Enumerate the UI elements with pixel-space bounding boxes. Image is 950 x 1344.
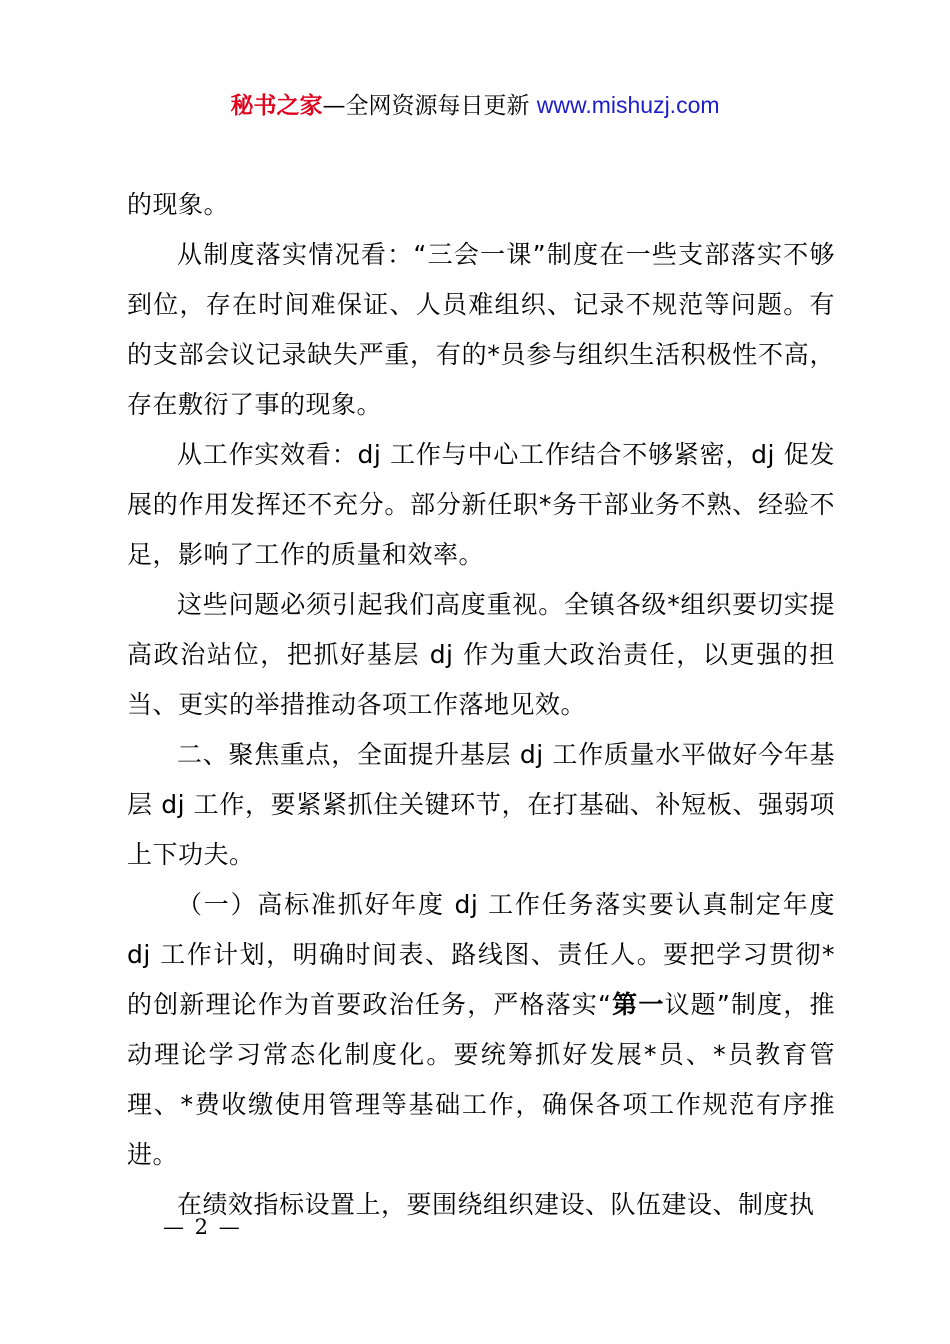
site-url-link[interactable]: www.mishuzj.com xyxy=(536,92,720,118)
paragraph-text: （一）高标准抓好年度 dj 工作任务落实要认真制定年度 dj 工作计划，明确时间表、路线图、责任人。要把学习贯彻*的创新理论作为首要政治任务，严格落实“ xyxy=(127,890,835,1019)
paragraph: 从工作实效看：dj 工作与中心工作结合不够紧密，dj 促发展的作用发挥还不充分。部分新任职*务干部业务不熟、经验不足，影响了工作的质量和效率。 xyxy=(127,440,835,569)
paragraph-text: 议题”制度，推动理论学习常态化制度化。要统筹抓好发展*员、*员教育管理、*费收缴使用管理等基础工作，确保各项工作规范有序推进。 xyxy=(127,990,835,1169)
brand-name: 秘书之家 xyxy=(230,93,323,119)
document-body xyxy=(127,180,835,1230)
paragraph: 从制度落实情况看：“三会一课”制度在一些支部落实不够到位，存在时间难保证、人员难组织、记录不规范等问题。有的支部会议记录缺失严重，有的*员参与组织生活积极性不高，存在敷衍了事的现象。 xyxy=(127,240,835,419)
page-number: — 2 — xyxy=(163,1215,242,1239)
emphasized-text: 第一 xyxy=(611,990,665,1019)
paragraph xyxy=(127,880,835,1180)
site-header xyxy=(0,88,950,123)
paragraph: 在绩效指标设置上，要围绕组织建设、队伍建设、制度执 xyxy=(177,1190,815,1219)
header-tagline: —全网资源每日更新 xyxy=(322,93,537,119)
paragraph: 的现象。 xyxy=(127,190,230,219)
paragraph: 这些问题必须引起我们高度重视。全镇各级*组织要切实提高政治站位，把抓好基层 dj 作为重大政治责任，以更强的担当、更实的举措推动各项工作落地见效。 xyxy=(127,590,835,719)
paragraph: 二、聚焦重点，全面提升基层 dj 工作质量水平做好今年基层 dj 工作，要紧紧抓住关键环节，在打基础、补短板、强弱项上下功夫。 xyxy=(127,740,835,869)
